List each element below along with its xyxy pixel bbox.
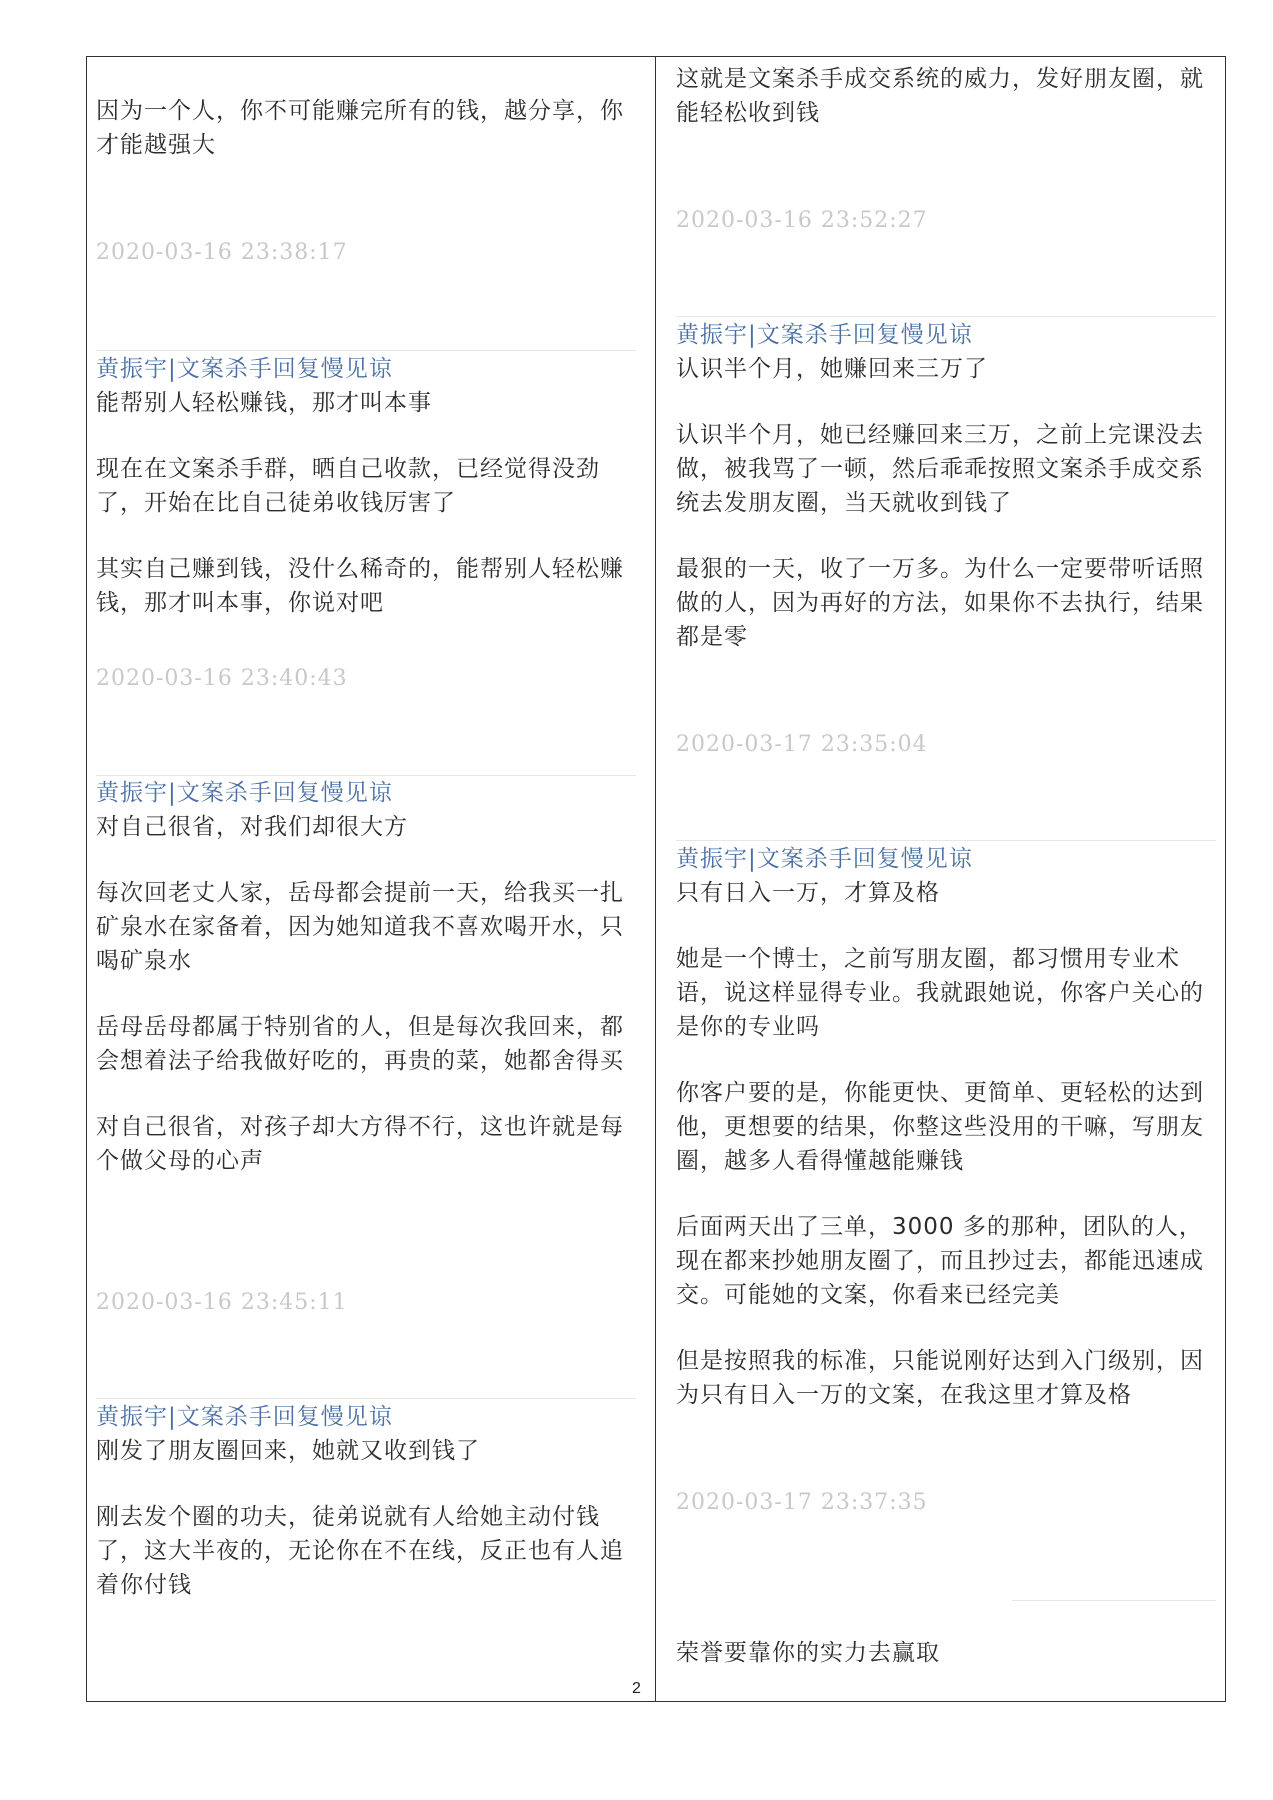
post bbox=[676, 842, 1221, 1412]
paragraph: 只有日入一万，才算及格 bbox=[676, 880, 940, 906]
separator bbox=[96, 350, 636, 351]
paragraph: 对自己很省，对我们却很大方 bbox=[96, 814, 408, 840]
paragraph: 刚去发个圈的功夫，徒弟说就有人给她主动付钱了，这大半夜的，无论你在不在线，反正也有人追着你付钱 bbox=[96, 1504, 624, 1598]
author-name: 黄振宇|文案杀手回复慢见谅 bbox=[96, 356, 393, 382]
post-text bbox=[96, 94, 641, 162]
paragraph: 她是一个博士，之前写朋友圈，都习惯用专业术语，说这样显得专业。我就跟她说，你客户关心的是你的专业吗 bbox=[676, 946, 1204, 1040]
paragraph: 每次回老丈人家，岳母都会提前一天，给我买一扎矿泉水在家备着，因为她知道我不喜欢喝开水，只喝矿泉水 bbox=[96, 880, 624, 974]
separator bbox=[1012, 1600, 1216, 1601]
timestamp: 2020-03-16 23:38:17 bbox=[96, 240, 348, 265]
paragraph: 对自己很省，对孩子却大方得不行，这也许就是每个做父母的心声 bbox=[96, 1114, 624, 1174]
paragraph: 现在在文案杀手群，晒自己收款，已经觉得没劲了，开始在比自己徒弟收钱厉害了 bbox=[96, 456, 600, 516]
post-text bbox=[676, 876, 1221, 1412]
post-text bbox=[96, 1434, 641, 1602]
page-number: 2 bbox=[632, 1680, 641, 1697]
paragraph: 你客户要的是，你能更快、更简单、更轻松的达到他，更想要的结果，你整这些没用的干嘛，写朋友圈，越多人看得懂越能赚钱 bbox=[676, 1080, 1204, 1174]
timestamp: 2020-03-17 23:35:04 bbox=[676, 732, 928, 757]
separator bbox=[676, 316, 1216, 317]
paragraph: 荣誉要靠你的实力去赢取 bbox=[676, 1640, 940, 1666]
post bbox=[676, 318, 1221, 654]
timestamp: 2020-03-17 23:37:35 bbox=[676, 1490, 928, 1515]
author-name: 黄振宇|文案杀手回复慢见谅 bbox=[96, 780, 393, 806]
paragraph: 刚发了朋友圈回来，她就又收到钱了 bbox=[96, 1438, 480, 1464]
paragraph: 后面两天出了三单，3000 多的那种，团队的人，现在都来抄她朋友圈了，而且抄过去，都能迅速成交。可能她的文案，你看来已经完美 bbox=[676, 1214, 1204, 1308]
author-name: 黄振宇|文案杀手回复慢见谅 bbox=[96, 1404, 393, 1430]
paragraph: 其实自己赚到钱，没什么稀奇的，能帮别人轻松赚钱，那才叫本事，你说对吧 bbox=[96, 556, 624, 616]
post-text bbox=[676, 62, 1221, 130]
post bbox=[96, 776, 641, 1178]
timestamp: 2020-03-16 23:40:43 bbox=[96, 666, 348, 691]
paragraph: 认识半个月，她已经赚回来三万，之前上完课没去做，被我骂了一顿，然后乖乖按照文案杀手成交系统去发朋友圈，当天就收到钱了 bbox=[676, 422, 1204, 516]
paragraph: 岳母岳母都属于特别省的人，但是每次我回来，都会想着法子给我做好吃的，再贵的菜，她都舍得买 bbox=[96, 1014, 624, 1074]
post-text bbox=[676, 1636, 1221, 1670]
author-name: 黄振宇|文案杀手回复慢见谅 bbox=[676, 846, 973, 872]
post-text bbox=[96, 810, 641, 1178]
paragraph: 能帮别人轻松赚钱，那才叫本事 bbox=[96, 390, 432, 416]
paragraph: 最狠的一天，收了一万多。为什么一定要带听话照做的人，因为再好的方法，如果你不去执行，结果都是零 bbox=[676, 556, 1204, 650]
paragraph: 因为一个人，你不可能赚完所有的钱，越分享，你才能越强大 bbox=[96, 98, 624, 158]
paragraph: 认识半个月，她赚回来三万了 bbox=[676, 356, 988, 382]
paragraph: 这就是文案杀手成交系统的威力，发好朋友圈，就能轻松收到钱 bbox=[676, 66, 1204, 126]
paragraph: 但是按照我的标准，只能说刚好达到入门级别，因为只有日入一万的文案，在我这里才算及格 bbox=[676, 1348, 1204, 1408]
post bbox=[96, 352, 641, 620]
post-text bbox=[676, 352, 1221, 654]
timestamp: 2020-03-16 23:52:27 bbox=[676, 208, 928, 233]
separator bbox=[676, 840, 1216, 841]
author-name: 黄振宇|文案杀手回复慢见谅 bbox=[676, 322, 973, 348]
post bbox=[96, 1400, 641, 1602]
timestamp: 2020-03-16 23:45:11 bbox=[96, 1290, 348, 1315]
column-divider bbox=[655, 57, 656, 1701]
separator bbox=[96, 1398, 636, 1399]
post-text bbox=[96, 386, 641, 620]
